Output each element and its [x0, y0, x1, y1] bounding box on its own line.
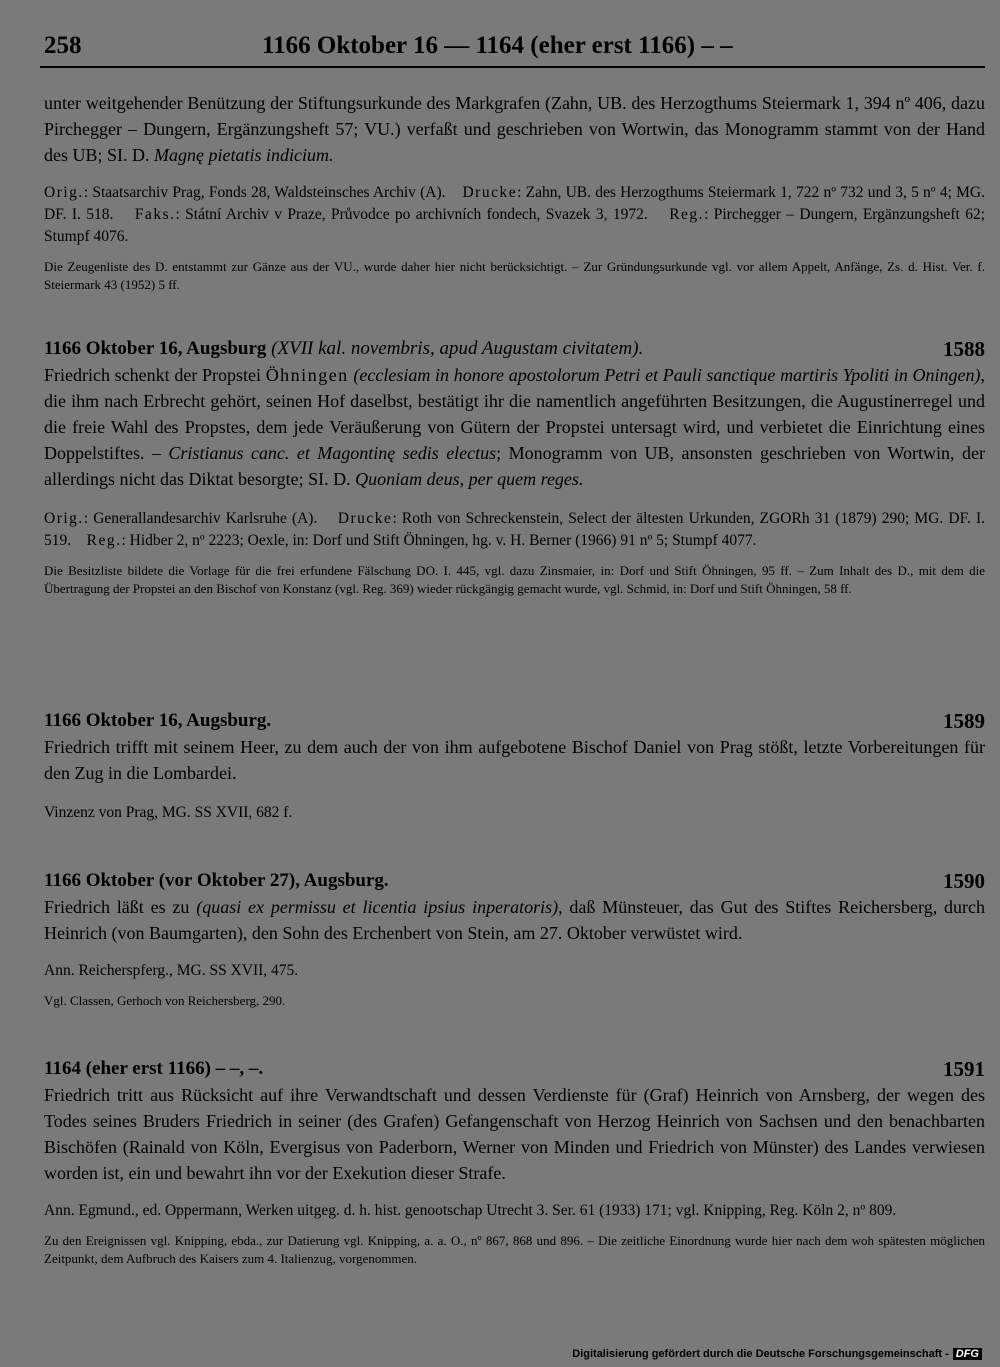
- intro-note: Die Zeugenliste des D. entstammt zur Gänze aus der VU., wurde daher hier nicht berücksichtigt. – Zur Gründungsurkunde vgl. vor allem Appelt, Anfänge, Zs. d. Hist. Ver. f. Steiermark 43 (1952) 5 ff.: [44, 259, 985, 292]
- entry-1589: [44, 708, 985, 824]
- entry-note: Vgl. Classen, Gerhoch von Reichersberg, 290.: [44, 993, 286, 1008]
- entry-number: 1589: [943, 709, 985, 733]
- entry-note: Zu den Ereignissen vgl. Knipping, ebda., zur Datierung vgl. Knipping, a. a. O., nº 867, 868 und 896. – Die zeitliche Einordnung wurde hier nach dem woh spätesten möglichen Zeitpunkt, dem Aufbruch des Kaisers zum 4. Italienzug, vorgenommen.: [44, 1233, 985, 1266]
- intro-text: unter weitgehender Benützung der Stiftungsurkunde des Markgrafen (Zahn, UB. des Herzogthums Steiermark 1, 394 nº 406, dazu Pirchegger – Dungern, Ergänzungsheft 57; VU.) verfaßt und geschrieben von Wortwin, das Monogramm stammt von der Hand des UB; SI. D. Magnę pietatis indicium.: [44, 93, 985, 165]
- entry-text: Friedrich schenkt der Propstei Öhningen (ecclesiam in honore apostolorum Petri et Pauli sanctique martiris Ypoliti in Oningen), die ihm nach Erbrecht gehört, seinen Hof daselbst, bestätigt ihr die namentlich angeführten Besitzungen, die Augustinerregel und die freie Wahl des Propstes, dem jede Veräußerung von Gütern der Propstei untersagt wird, und verbietet die Einrichtung eines Doppelstiftes. – Cristianus canc. et Magontinę sedis electus; Monogramm von UB, ansonsten geschrieben von Wortwin, der allerdings nicht das Diktat besorgte; SI. D. Quoniam deus, per quem reges.: [44, 365, 986, 489]
- entry-number: 1588: [943, 337, 985, 361]
- running-head: [40, 30, 985, 68]
- entry-1591: [44, 1056, 985, 1268]
- page-number: 258: [44, 32, 82, 59]
- entry-text: Friedrich tritt aus Rücksicht auf ihre Verwandtschaft und dessen Verdienste für (Graf) Heinrich von Arnsberg, der wegen des Todes seines Bruders Friedrich in seiner (des Grafen) Gefangenschaft von Herzog Heinrich von Sachsen und den benachbarten Bischöfen (Rainald von Köln, Evergisus von Paderborn, Werner von Minden und Friedrich von Münster) des Landes verwiesen worden ist, ein und bewahrt ihn vor der Exekution dieser Strafe.: [44, 1085, 985, 1183]
- dfg-logo: DFG: [953, 1348, 982, 1360]
- entry-heading: 1166 Oktober 16, Augsburg (XVII kal. novembris, apud Augustam civitatem). 1588: [44, 337, 985, 361]
- entry-heading: 1166 Oktober (vor Oktober 27), Augsburg. 1590: [44, 869, 985, 893]
- entry-source: Ann. Egmund., ed. Oppermann, Werken uitgeg. d. h. hist. genootschap Utrecht 3. Ser. 61 (1933) 171; vgl. Knipping, Reg. Köln 2, nº 809.: [44, 1202, 897, 1219]
- entry-number: 1590: [943, 869, 985, 893]
- entry-sources: Orig.: Generallandesarchiv Karlsruhe (A). Drucke: Roth von Schreckenstein, Select der ältesten Urkunden, ZGORh 31 (1879) 290; MG. DF. I. 519. Reg.: Hidber 2, nº 2223; Oexle, in: Dorf und Stift Öhningen, hg. v. H. Berner (1966) 91 nº 5; Stumpf 4077.: [44, 510, 985, 549]
- footer-credit: Digitalisierung gefördert durch die Deutsche Forschungsgemeinschaft - DFG: [572, 1348, 982, 1360]
- entry-1588: [44, 336, 985, 598]
- intro-section: [44, 90, 985, 294]
- entry-source: Vinzenz von Prag, MG. SS XVII, 682 f.: [44, 804, 293, 821]
- entry-heading: 1166 Oktober 16, Augsburg. 1589: [44, 709, 985, 733]
- running-title: 1166 Oktober 16 — 1164 (eher erst 1166) – –: [262, 32, 733, 59]
- entry-note: Die Besitzliste bildete die Vorlage für die frei erfundene Fälschung DO. I. 445, vgl. dazu Zinsmaier, in: Dorf und Stift Öhningen, 95 ff. – Zum Inhalt des D., mit dem die Übertragung der Propstei an den Bischof von Konstanz (vgl. Reg. 369) wieder rückgängig gemacht wurde, vgl. Schmid, in: Dorf und Stift Öhningen, 58 ff.: [44, 563, 985, 596]
- entry-heading: 1164 (eher erst 1166) – –, –. 1591: [44, 1057, 985, 1081]
- entry-number: 1591: [943, 1057, 985, 1081]
- intro-sources: Orig.: Staatsarchiv Prag, Fonds 28, Waldsteinsches Archiv (A). Drucke: Zahn, UB. des Herzogthums Steiermark 1, 722 nº 732 und 3, 5 nº 4; MG. DF. I. 518. Faks.: Státní Archiv v Praze, Průvodce po archivních fondech, Svazek 3, 1972. Reg.: Pirchegger – Dungern, Ergänzungsheft 62; Stumpf 4076.: [44, 184, 985, 245]
- entry-source: Ann. Reicherspferg., MG. SS XVII, 475.: [44, 962, 299, 979]
- entry-text: Friedrich trifft mit seinem Heer, zu dem auch der von ihm aufgebotene Bischof Daniel von Prag stößt, letzte Vorbereitungen für den Zug in die Lombardei.: [44, 737, 985, 783]
- entry-text: Friedrich läßt es zu (quasi ex permissu et licentia ipsius inperatoris), daß Münsteuer, das Gut des Stiftes Reichersberg, durch Heinrich (von Baumgarten), den Sohn des Erchenbert von Stein, am 27. Oktober verwüstet wird.: [44, 897, 986, 943]
- entry-1590: [44, 868, 985, 1010]
